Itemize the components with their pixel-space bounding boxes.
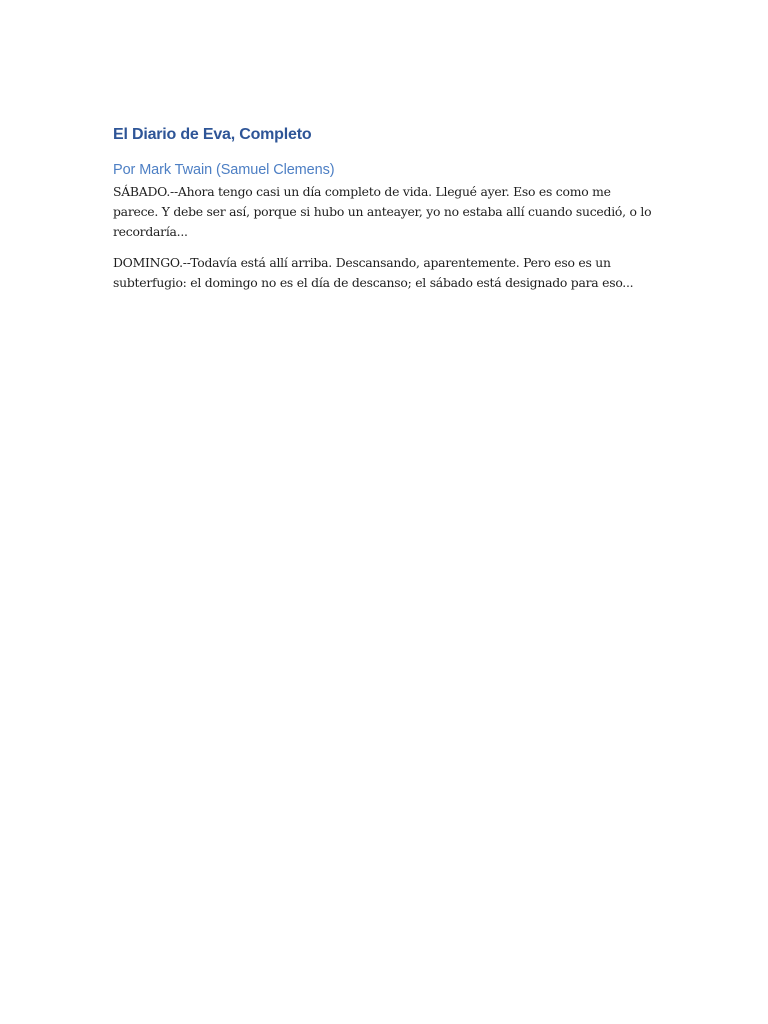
document-subtitle: Por Mark Twain (Samuel Clemens): [113, 162, 335, 178]
document-body: [113, 124, 658, 293]
document-title: El Diario de Eva, Completo: [113, 126, 312, 143]
paragraph-saturday: SÁBADO.--Ahora tengo casi un día completo de vida. Llegué ayer. Eso es como me parece. Y debe ser así, porque si hubo un anteayer, yo no estaba allí cuando sucedió, o lo recordaría...: [113, 184, 652, 239]
paragraph-sunday: DOMINGO.--Todavía está allí arriba. Descansando, aparentemente. Pero eso es un subterfugio: el domingo no es el día de descanso; el sábado está designado para eso...: [113, 255, 634, 290]
